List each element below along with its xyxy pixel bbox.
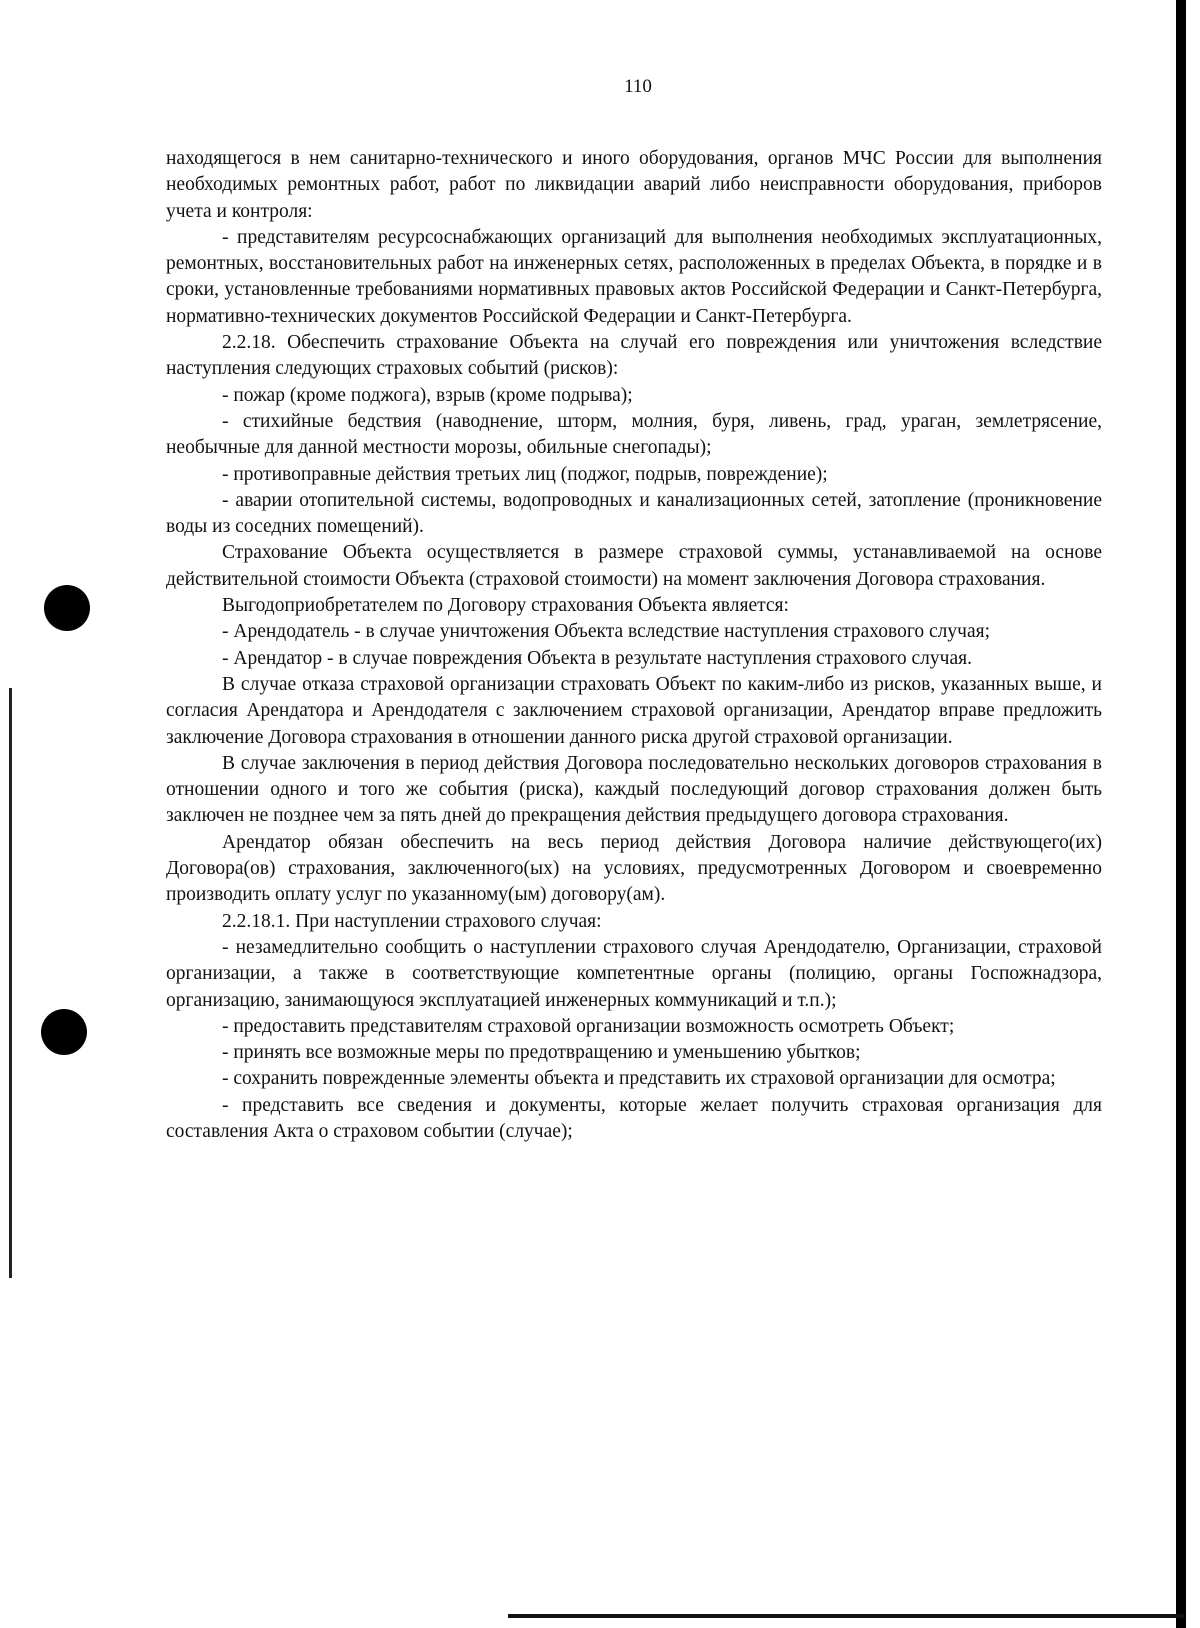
punch-hole-bottom — [41, 1009, 87, 1055]
risk-item: - стихийные бедствия (наводнение, шторм, молния, буря, ливень, град, ураган, землетрясение, необычные для данной местности морозы, обильные снегопады); — [166, 410, 1102, 459]
beneficiary-item: - Арендатор - в случае повреждения Объекта в результате наступления страхового случая. — [222, 647, 972, 669]
beneficiary-item: - Арендодатель - в случае уничтожения Объекта вследствие наступления страхового случая; — [222, 621, 991, 643]
paragraph: Арендатор обязан обеспечить на весь период действия Договора наличие действующего(их) Договора(ов) страхования, заключенного(ых) на условиях, предусмотренных Договором и своевременно производить оплату услуг по указанному(ым) договору(ам). — [166, 831, 1102, 906]
scan-edge-left — [9, 688, 12, 1278]
risk-item: - противоправные действия третьих лиц (поджог, подрыв, повреждение); — [222, 463, 828, 485]
scan-edge-bottom — [508, 1614, 1184, 1618]
obligation-item: - предоставить представителям страховой организации возможность осмотреть Объект; — [222, 1015, 955, 1037]
risk-item: - аварии отопительной системы, водопроводных и канализационных сетей, затопление (проникновение воды из соседних помещений). — [166, 489, 1102, 538]
document-body — [166, 146, 1102, 1145]
obligation-item: - принять все возможные меры по предотвращению и уменьшению убытков; — [222, 1042, 861, 1064]
obligation-item: - представить все сведения и документы, которые желает получить страховая организация для составления Акта о страховом событии (случае); — [166, 1094, 1102, 1142]
risk-item: - пожар (кроме поджога), взрыв (кроме подрыва); — [222, 384, 633, 406]
paragraph: - представителям ресурсоснабжающих организаций для выполнения необходимых эксплуатационных, ремонтных, восстановительных работ на инженерных сетях, расположенных в пределах Объекта, в порядке и в сроки, установленные требованиями нормативных правовых актов Российской Федерации и Санкт-Петербурга, нормативно-технических документов Российской Федерации и Санкт-Петербурга. — [166, 226, 1102, 327]
punch-hole-top — [44, 585, 90, 631]
clause-2-2-18: 2.2.18. Обеспечить страхование Объекта на случай его повреждения или уничтожения вследствие наступления следующих страховых событий (рисков): — [166, 332, 1102, 380]
paragraph-continuation: находящегося в нем санитарно-технического и иного оборудования, органов МЧС России для выполнения необходимых ремонтных работ, работ по ликвидации аварий либо неисправности оборудования, приборов учета и контроля: — [166, 148, 1102, 222]
obligation-item: - незамедлительно сообщить о наступлении страхового случая Арендодателю, Организации, страховой организации, а также в соответствующие компетентные органы (полицию, органы Госпожнадзора, организацию, занимающуюся эксплуатацией инженерных коммуникаций и т.п.); — [166, 936, 1102, 1011]
paragraph: Страхование Объекта осуществляется в размере страховой суммы, устанавливаемой на основе действительной стоимости Объекта (страховой стоимости) на момент заключения Договора страхования. — [166, 542, 1102, 590]
page-number: 110 — [624, 76, 652, 97]
clause-2-2-18-1: 2.2.18.1. При наступлении страхового случая: — [222, 910, 602, 932]
paragraph: В случае отказа страховой организации страховать Объект по каким-либо из рисков, указанных выше, и согласия Арендатора и Арендодателя с заключением страховой организации, Арендатор вправе предложить заключение Договора страхования в отношении данного риска другой страховой организации. — [166, 673, 1102, 748]
obligation-item: - сохранить поврежденные элементы объекта и представить их страховой организации для осмотра; — [222, 1068, 1056, 1090]
paragraph: В случае заключения в период действия Договора последовательно нескольких договоров страхования в отношении одного и того же события (риска), каждый последующий договор страхования должен быть заключен не позднее чем за пять дней до прекращения действия предыдущего договора страхования. — [166, 752, 1102, 827]
paragraph: Выгодоприобретателем по Договору страхования Объекта является: — [222, 595, 789, 617]
scan-edge-right — [1176, 0, 1186, 1628]
